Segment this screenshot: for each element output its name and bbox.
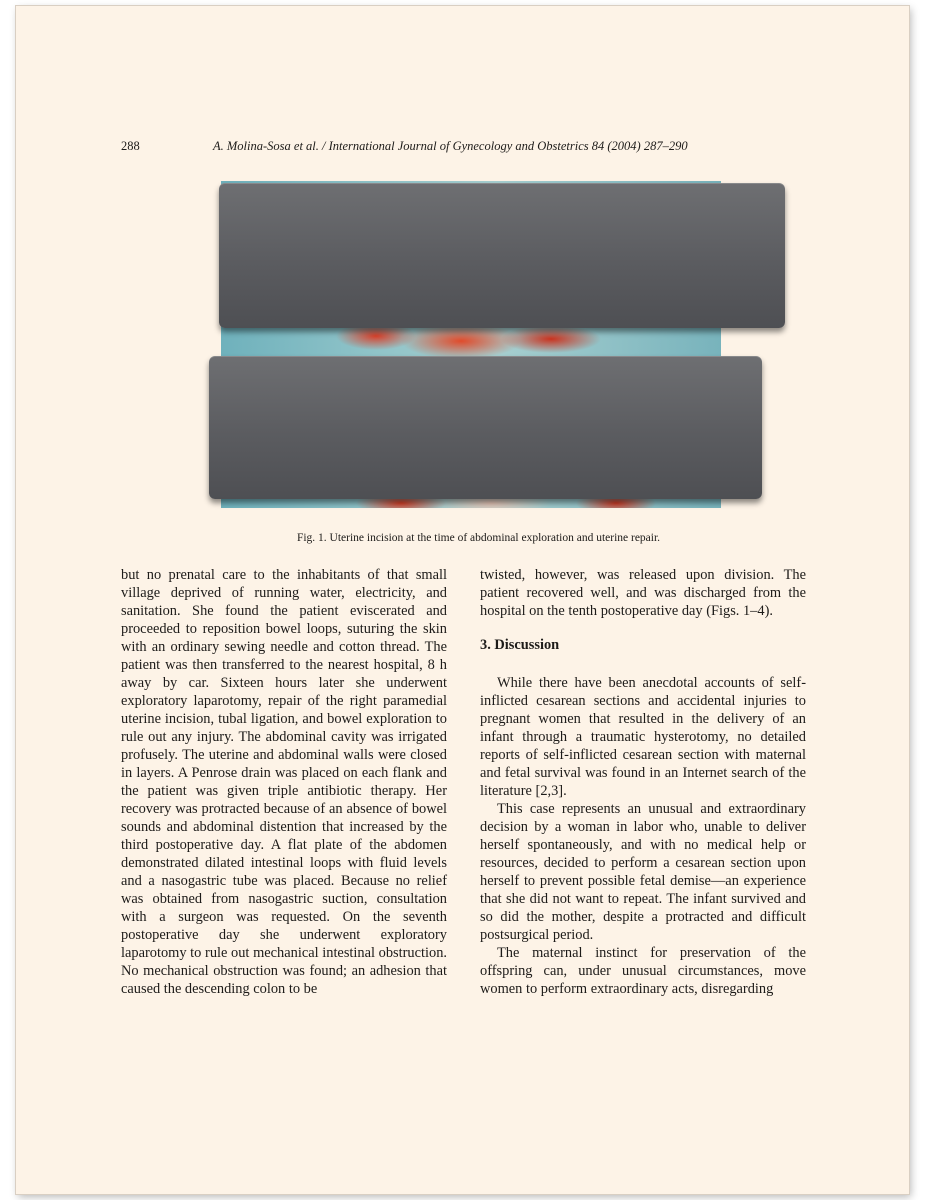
redaction-bar-bottom (209, 356, 762, 499)
figure-1 (221, 181, 721, 508)
body-paragraph: This case represents an unusual and extraordinary decision by a woman in labor who, unable to deliver herself spontaneously, and with no medical help or resources, decided to perform a cesarean section upon herself to prevent possible fetal demise—an experience that she did not want to repeat. The infant survived and so did the mother, despite a protracted and difficult postsurgical period. (480, 801, 806, 943)
body-paragraph: While there have been anecdotal accounts of self-inflicted cesarean sections and accidental injuries to pregnant women that resulted in the delivery of an infant through a traumatic hysterotomy, no detailed reports of self-inflicted cesarean section with maternal and fetal survival was found in an Internet search of the literature [2,3]. (480, 675, 806, 799)
right-column (480, 566, 806, 998)
redaction-bar-top (219, 183, 785, 328)
section-heading: 3. Discussion (480, 637, 560, 653)
running-head: A. Molina-Sosa et al. / International Journal of Gynecology and Obstetrics 84 (2004) 287–290 (213, 139, 688, 153)
body-paragraph: The maternal instinct for preservation of the offspring can, under unusual circumstances, move women to perform extraordinary acts, disregarding (480, 945, 806, 997)
page-number: 288 (121, 139, 140, 153)
body-paragraph-continued: twisted, however, was released upon division. The patient recovered well, and was discharged from the hospital on the tenth postoperative day (Figs. 1–4). (480, 567, 806, 619)
document-page (16, 6, 909, 1194)
body-paragraph: but no prenatal care to the inhabitants of that small village deprived of running water, electricity, and sanitation. She found the patient eviscerated and proceeded to reposition bowel loops, suturing the skin with an ordinary sewing needle and cotton thread. The patient was then transferred to the nearest hospital, 8 h away by car. Sixteen hours later she underwent exploratory laparotomy, repair of the right paramedial uterine incision, tubal ligation, and bowel exploration to rule out any injury. The abdominal cavity was irrigated profusely. The uterine and abdominal walls were closed in layers. A Penrose drain was placed on each flank and the patient was given triple antibiotic therapy. Her recovery was protracted because of an absence of bowel sounds and abdominal distention that increased by the third postoperative day. A flat plate of the abdomen demonstrated dilated intestinal loops with fluid levels and a nasogastric tube was placed. Because no relief was obtained from nasogastric suction, consultation with a surgeon was requested. On the seventh postoperative day she underwent exploratory laparotomy to rule out mechanical intestinal obstruction. No mechanical obstruction was found; an adhesion that caused the descending colon to be (121, 567, 447, 997)
left-column (121, 566, 447, 998)
page-header (121, 139, 741, 159)
figure-caption: Fig. 1. Uterine incision at the time of abdominal exploration and uterine repair. (296, 532, 661, 544)
